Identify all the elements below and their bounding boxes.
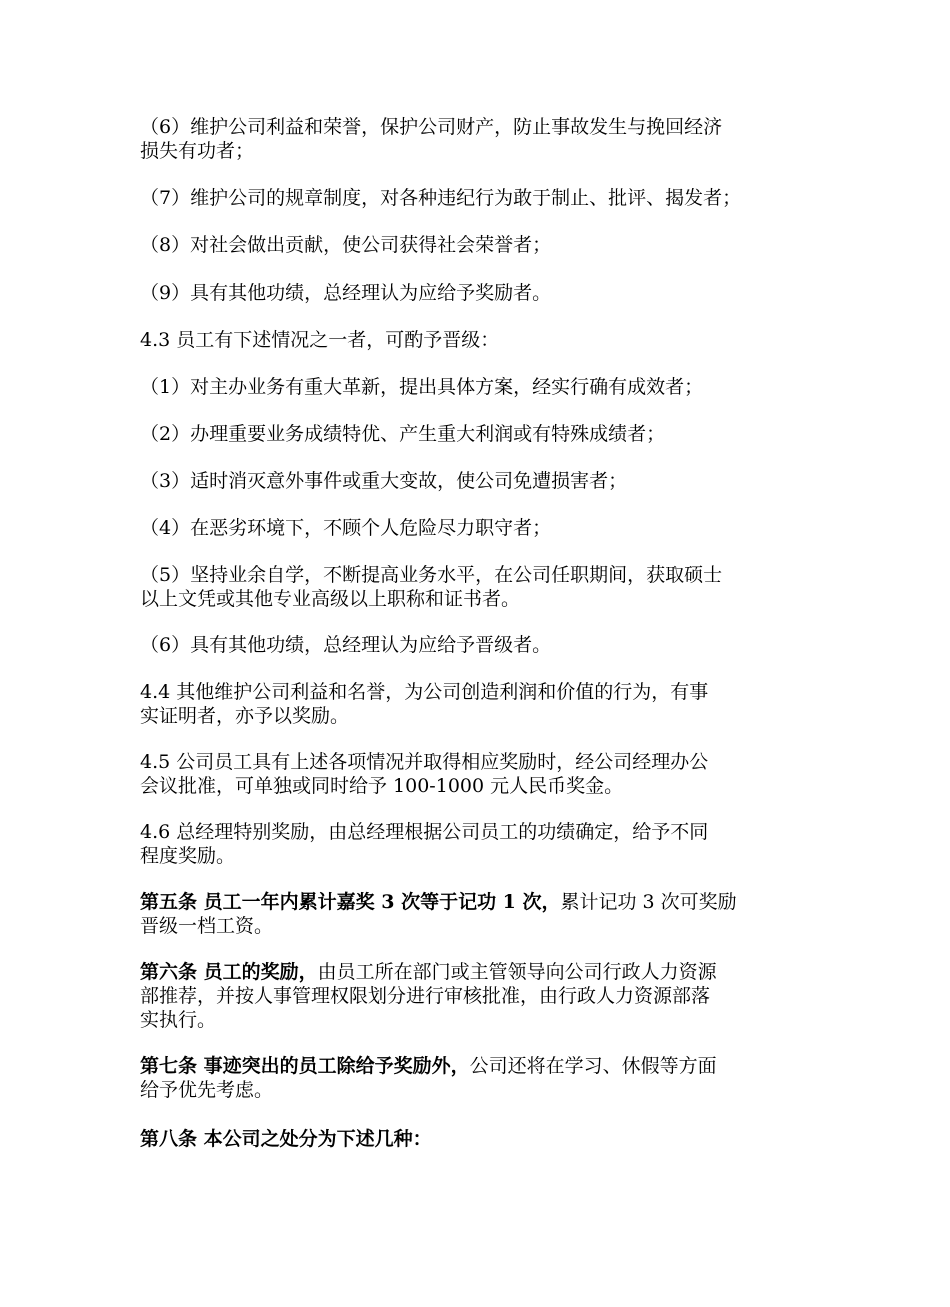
text-line: （2）办理重要业务成绩特优、产生重大利润或有特殊成绩者； xyxy=(140,423,666,445)
text-line: 4.5 公司员工具有上述各项情况并取得相应奖励时，经公司经理办公 xyxy=(140,751,709,773)
promotion-item-5 xyxy=(140,563,820,611)
article-5-text: 累计记功 3 次可奖励 xyxy=(560,891,737,913)
article-6-heading: 第六条 员工的奖励， xyxy=(140,961,318,983)
promotion-item-6 xyxy=(140,633,820,657)
text-line: 程度奖励。 xyxy=(140,845,236,867)
section-4-3-promotion xyxy=(140,328,820,352)
text-line xyxy=(140,960,820,984)
text-line: 会议批准，可单独或同时给予 100-1000 元人民币奖金。 xyxy=(140,775,624,797)
article-5-heading: 第五条 员工一年内累计嘉奖 3 次等于记功 1 次， xyxy=(140,891,561,913)
article-7-heading: 第七条 事迹突出的员工除给予奖励外， xyxy=(140,1055,470,1077)
article-6 xyxy=(140,960,820,1032)
text-line: （7）维护公司的规章制度，对各种违纪行为敢于制止、批评、揭发者； xyxy=(140,187,742,209)
article-6-text: 由员工所在部门或主管领导向公司行政人力资源 xyxy=(317,961,717,983)
text-line xyxy=(140,890,820,914)
text-line: 晋级一档工资。 xyxy=(140,915,274,937)
text-line: （6）维护公司利益和荣誉，保护公司财产，防止事故发生与挽回经济 xyxy=(140,116,723,138)
section-4-6 xyxy=(140,820,820,868)
item-8-social-contribution xyxy=(140,233,820,257)
text-line: 实执行。 xyxy=(140,1009,217,1031)
text-line: 给予优先考虑。 xyxy=(140,1079,274,1101)
article-7-text: 公司还将在学习、休假等方面 xyxy=(469,1055,717,1077)
text-line xyxy=(140,1054,820,1078)
text-line: 实证明者，亦予以奖励。 xyxy=(140,705,350,727)
text-line: （3）适时消灭意外事件或重大变故，使公司免遭损害者； xyxy=(140,470,628,492)
text-line: （4）在恶劣环境下，不顾个人危险尽力职守者； xyxy=(140,517,552,539)
section-4-4 xyxy=(140,680,820,728)
promotion-item-1 xyxy=(140,375,820,399)
text-line: 4.3 员工有下述情况之一者，可酌予晋级： xyxy=(140,329,500,351)
section-4-5 xyxy=(140,750,820,798)
text-line: （5）坚持业余自学，不断提高业务水平，在公司任职期间，获取硕士 xyxy=(140,564,723,586)
text-line: （9）具有其他功绩，总经理认为应给予奖励者。 xyxy=(140,282,552,304)
article-8-heading: 第八条 本公司之处分为下述几种： xyxy=(140,1128,432,1150)
text-line: （6）具有其他功绩，总经理认为应给予晋级者。 xyxy=(140,634,552,656)
item-7-maintain-rules xyxy=(140,186,820,210)
article-5 xyxy=(140,890,820,938)
text-line: 以上文凭或其他专业高级以上职称和证书者。 xyxy=(140,588,521,610)
article-7 xyxy=(140,1054,820,1102)
text-line: 4.6 总经理特别奖励，由总经理根据公司员工的功绩确定，给予不同 xyxy=(140,821,709,843)
promotion-item-2 xyxy=(140,422,820,446)
text-line: （1）对主办业务有重大革新，提出具体方案，经实行确有成效者； xyxy=(140,376,704,398)
text-line: 4.4 其他维护公司利益和名誉，为公司创造利润和价值的行为，有事 xyxy=(140,681,709,703)
promotion-item-3 xyxy=(140,469,820,493)
article-8 xyxy=(140,1127,820,1151)
promotion-item-4 xyxy=(140,516,820,540)
item-9-other-merits-award xyxy=(140,281,820,305)
item-6-protect-interests xyxy=(140,115,820,163)
text-line: 损失有功者； xyxy=(140,140,255,162)
text-line: （8）对社会做出贡献，使公司获得社会荣誉者； xyxy=(140,234,552,256)
text-line: 部推荐，并按人事管理权限划分进行审核批准，由行政人力资源部落 xyxy=(140,985,711,1007)
